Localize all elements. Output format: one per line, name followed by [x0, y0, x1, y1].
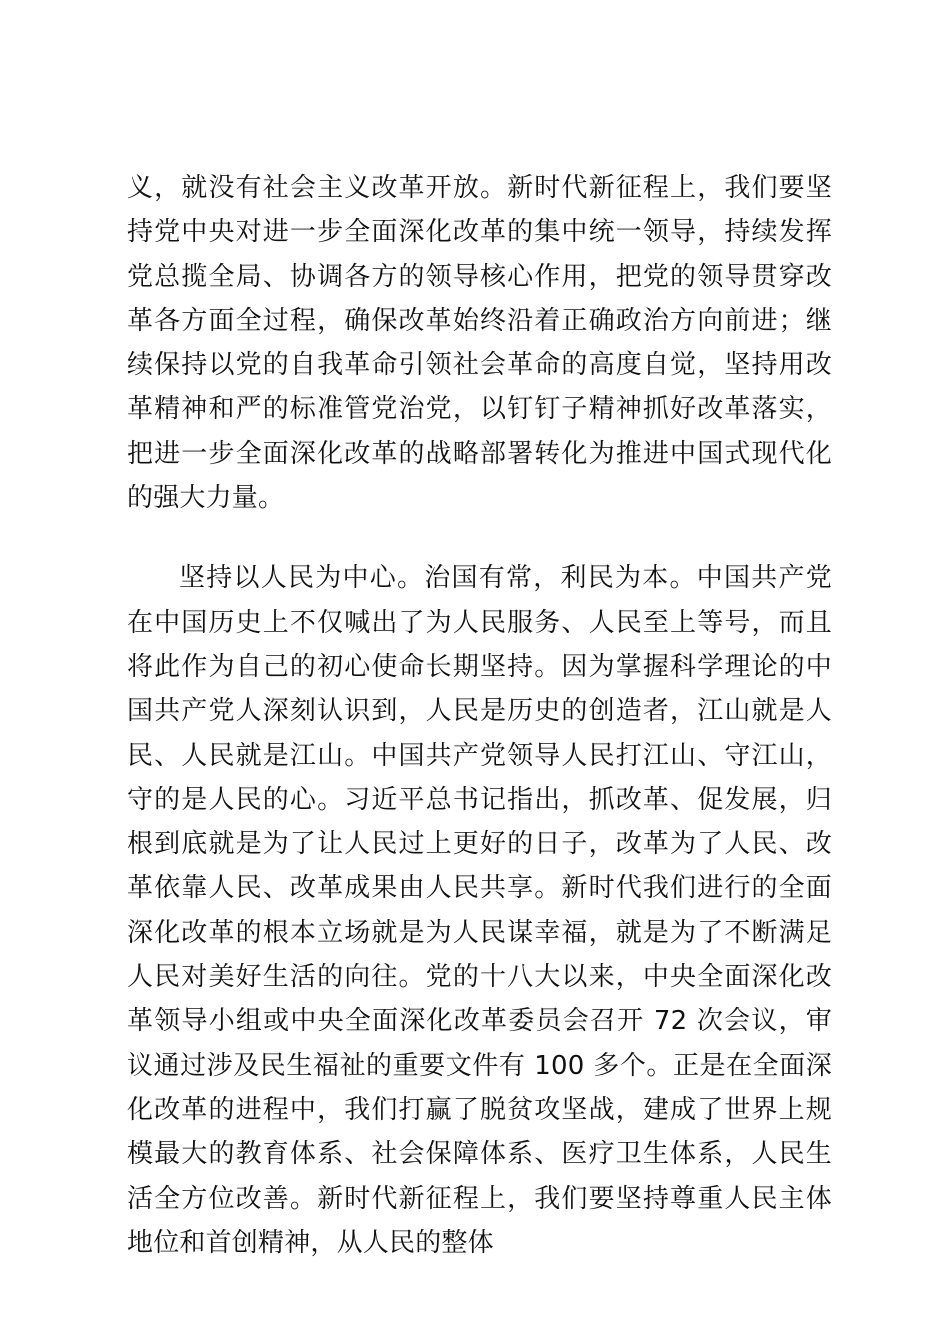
paragraph-continuation: 义，就没有社会主义改革开放。新时代新征程上，我们要坚持党中央对进一步全面深化改革的集中统一领导，持续发挥党总揽全局、协调各方的领导核心作用，把党的领导贯穿改革各方面全过程，确保改革始终沿着正确政治方向前进；继续保持以党的自我革命引领社会革命的高度自觉，坚持用改革精神和严的标准管党治党，以钉钉子精神抓好改革落实，把进一步全面深化改革的战略部署转化为推进中国式现代化的强大力量。 [127, 173, 832, 514]
document-body [127, 166, 832, 1265]
paragraph-people-centered: 坚持以人民为中心。治国有常，利民为本。中国共产党在中国历史上不仅喊出了为人民服务、人民至上等号，而且将此作为自己的初心使命长期坚持。因为掌握科学理论的中国共产党人深刻认识到，人民是历史的创造者，江山就是人民、人民就是江山。中国共产党领导人民打江山、守江山，守的是人民的心。习近平总书记指出，抓改革、促发展，归根到底就是为了让人民过上更好的日子，改革为了人民、改革依靠人民、改革成果由人民共享。新时代我们进行的全面深化改革的根本立场就是为人民谋幸福，就是为了不断满足人民对美好生活的向往。党的十八大以来，中央全面深化改革领导小组或中央全面深化改革委员会召开 72 次会议，审议通过涉及民生福祉的重要文件有 100 多个。正是在全面深化改革的进程中，我们打赢了脱贫攻坚战，建成了世界上规模最大的教育体系、社会保障体系、医疗卫生体系，人民生活全方位改善。新时代新征程上，我们要坚持尊重人民主体地位和首创精神，从人民的整体 [127, 563, 832, 1258]
